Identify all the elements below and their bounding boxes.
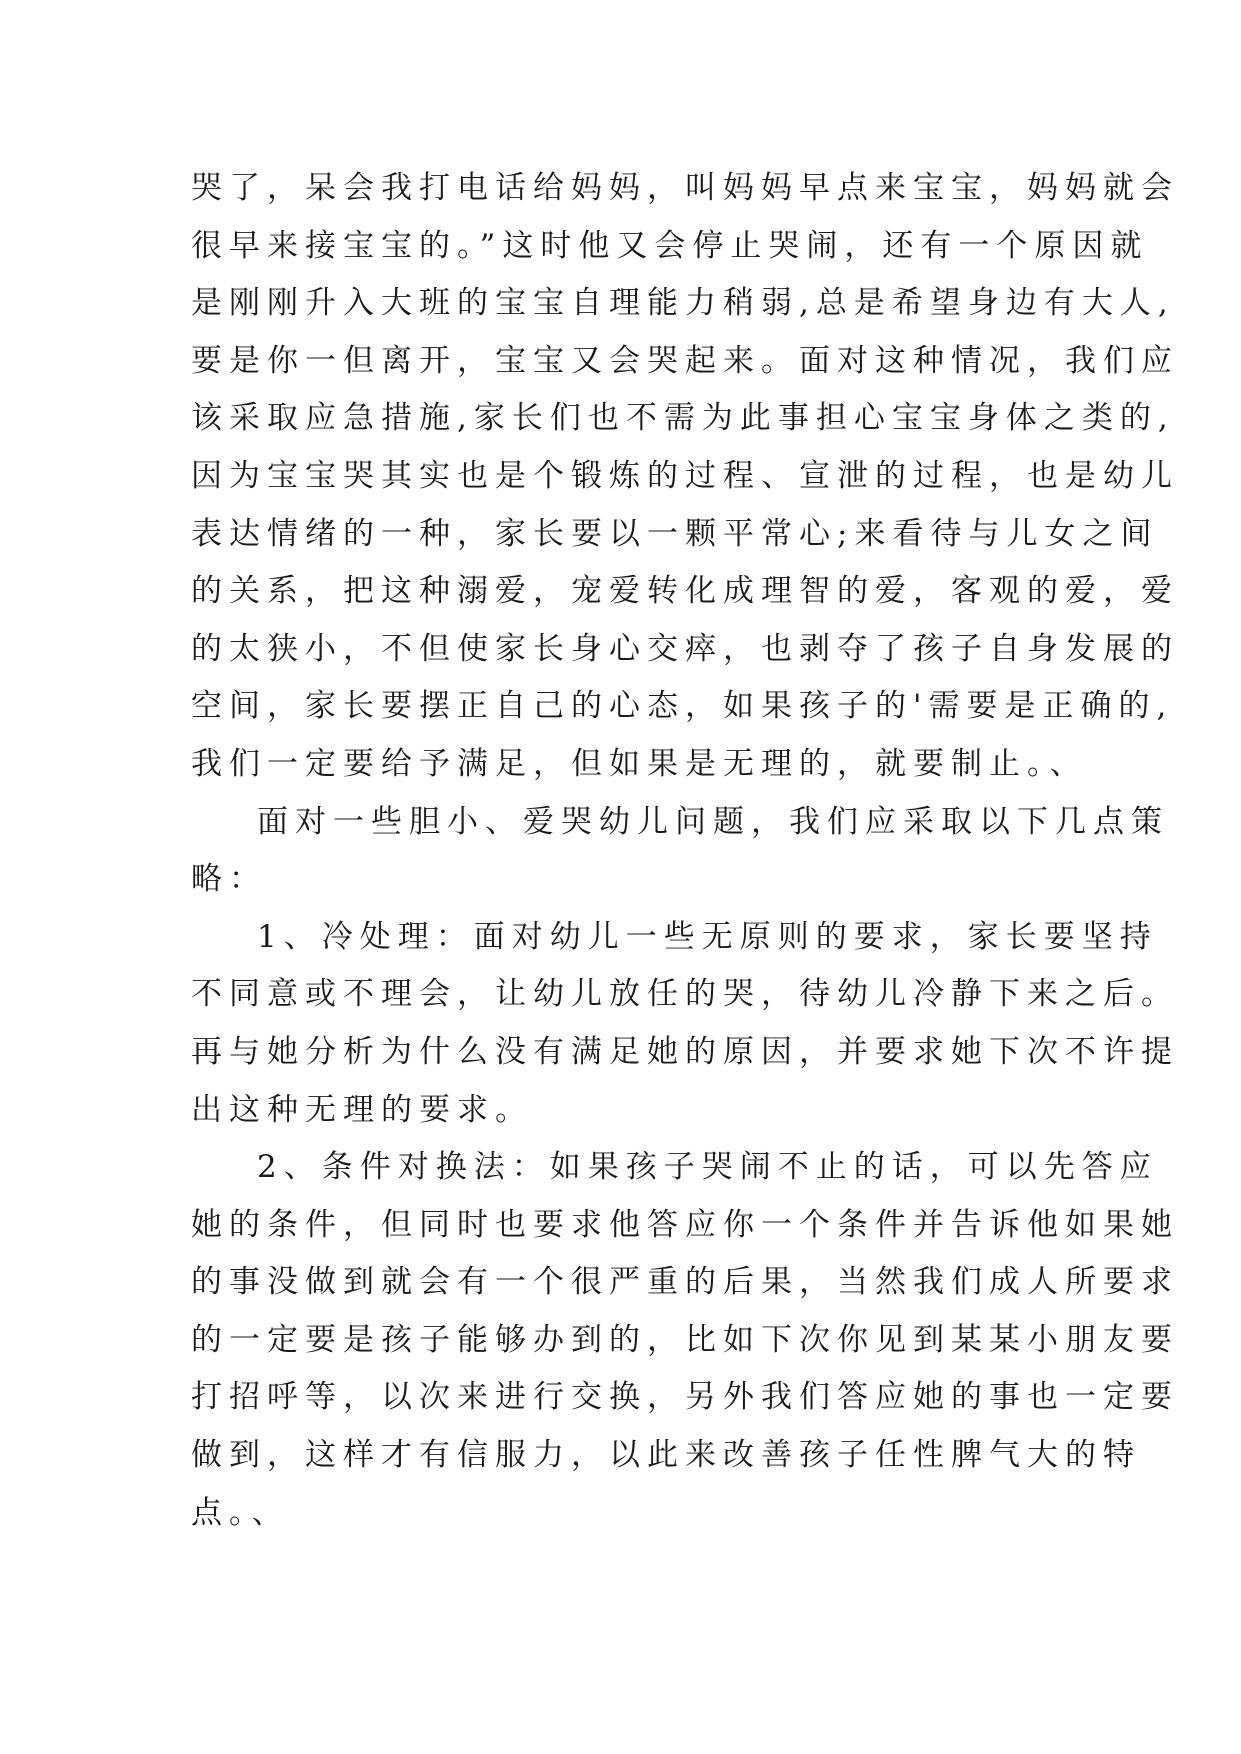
text-line: 我们一定要给予满足，但如果是无理的，就要制止。、 xyxy=(191,745,1088,782)
text-line: 哭了，呆会我打电话给妈妈，叫妈妈早点来宝宝，妈妈就会 xyxy=(191,170,1179,206)
text-line: 的关系，把这种溺爱，宠爱转化成理智的爱，客观的爱，爱 xyxy=(191,573,1179,610)
text-line: 面对一些胆小、爱哭幼儿问题，我们应采取以下几点策 xyxy=(257,803,1169,840)
text-line: 要是你一但离开，宝宝又会哭起来。面对这种情况，我们应 xyxy=(191,342,1179,379)
text-line: 略： xyxy=(191,861,267,898)
text-line: 点。、 xyxy=(191,1494,290,1531)
text-line: 出这种无理的要求。 xyxy=(191,1091,533,1128)
text-line: 再与她分析为什么没有满足她的原因，并要求她下次不许提 xyxy=(191,1033,1179,1070)
body-text xyxy=(191,160,1179,1542)
text-line: 是刚刚升入大班的宝宝自理能力稍弱,总是希望身边有大人, xyxy=(191,285,1175,322)
text-line: 她的条件，但同时也要求他答应你一个条件并告诉他如果她 xyxy=(191,1206,1179,1243)
text-line: 2、条件对换法：如果孩子哭闹不止的话，可以先答应 xyxy=(257,1149,1158,1186)
text-line: 很早来接宝宝的。”这时他又会停止哭闹，还有一个原因就 xyxy=(191,227,1149,264)
text-line: 打招呼等，以次来进行交换，另外我们答应她的事也一定要 xyxy=(191,1379,1179,1416)
text-line: 该采取应急措施,家长们也不需为此事担心宝宝身体之类的, xyxy=(191,400,1175,437)
text-line: 的一定要是孩子能够办到的，比如下次你见到某某小朋友要 xyxy=(191,1321,1179,1358)
text-line: 空间，家长要摆正自己的心态，如果孩子的'需要是正确的, xyxy=(191,688,1174,725)
text-line: 做到，这样才有信服力，以此来改善孩子任性脾气大的特 xyxy=(191,1437,1141,1474)
text-line: 不同意或不理会，让幼儿放任的哭，待幼儿冷静下来之后。 xyxy=(191,976,1179,1013)
text-line: 的事没做到就会有一个很严重的后果，当然我们成人所要求 xyxy=(191,1264,1179,1301)
text-line: 的太狭小，不但使家长身心交瘁，也剥夺了孩子自身发展的 xyxy=(191,630,1179,667)
text-line: 因为宝宝哭其实也是个锻炼的过程、宣泄的过程，也是幼儿 xyxy=(191,457,1179,494)
text-line: 表达情绪的一种，家长要以一颗平常心;来看待与儿女之间 xyxy=(191,515,1159,552)
text-line: 1、冷处理：面对幼儿一些无原则的要求，家长要坚持 xyxy=(257,918,1158,955)
